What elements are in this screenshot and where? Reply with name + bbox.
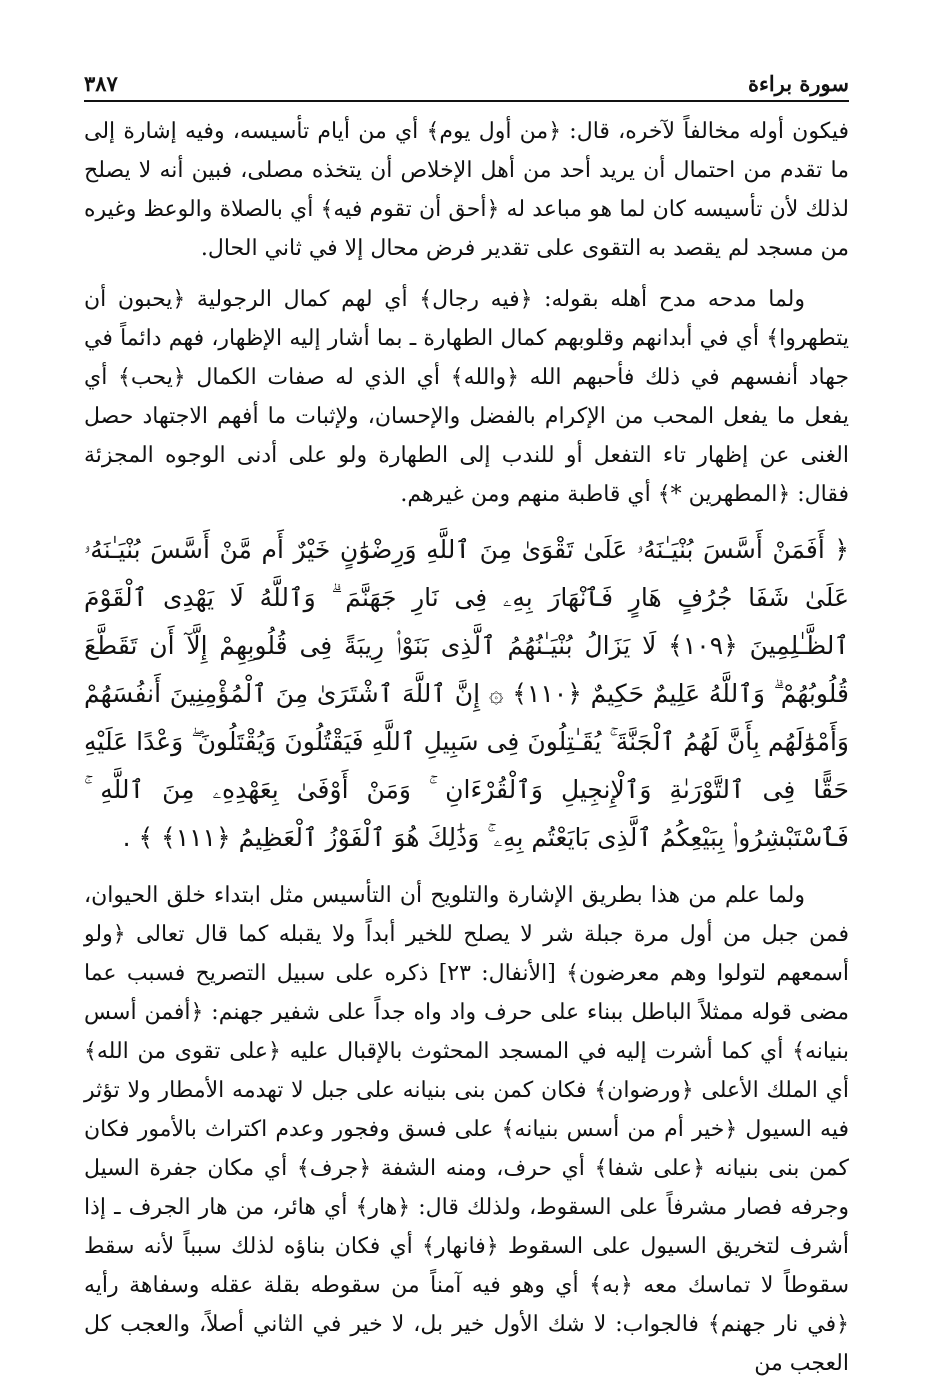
paragraph-2: ولما مدحه مدح أهله بقوله: ﴿فيه رجال﴾ أي لهم كمال الرجولية ﴿يحبون أن يتطهروا﴾ أي في أبدانهم وقلوبهم كمال الطهارة ـ بما أشار إليه الإظهار، فهم دائماً في جهاد أنفسهم في ذلك فأحبهم الله ﴿والله﴾ أي الذي له صفات الكمال ﴿يحب﴾ أي يفعل ما يفعل المحب من الإكرام بالفضل والإحسان، ولإثبات ما أفهم الاجتهاد حصل الغنى عن إظهار تاء التفعل أو للندب إلى الطهارة ولو على أدنى الوجوه المجزئة فقال: ﴿المطهرين *﴾ أي قاطبة منهم ومن غيرهم. — [84, 287, 849, 507]
quran-verses-block: ﴿ أَفَمَنْ أَسَّسَ بُنْيَـٰنَهُۥ عَلَىٰ تَقْوَىٰ مِنَ ٱللَّهِ وَرِضْوَٰنٍ خَيْرٌ أَم مَّنْ أَسَّسَ بُنْيَـٰنَهُۥ عَلَىٰ شَفَا جُرُفٍ هَارٍ فَٱنْهَارَ بِهِۦ فِى نَارِ جَهَنَّمَ ۗ وَٱللَّهُ لَا يَهْدِى ٱلْقَوْمَ ٱلظَّـٰلِمِينَ ﴿١٠٩﴾ لَا يَزَالُ بُنْيَـٰنُهُمُ ٱلَّذِى بَنَوْا۟ رِيبَةً فِى قُلُوبِهِمْ إِلَّآ أَن تَقَطَّعَ قُلُوبُهُمْ ۗ وَٱللَّهُ عَلِيمٌ حَكِيمٌ ﴿١١٠﴾ ۞ إِنَّ ٱللَّهَ ٱشْتَرَىٰ مِنَ ٱلْمُؤْمِنِينَ أَنفُسَهُمْ وَأَمْوَٰلَهُم بِأَنَّ لَهُمُ ٱلْجَنَّةَ ۚ يُقَـٰتِلُونَ فِى سَبِيلِ ٱللَّهِ فَيَقْتُلُونَ وَيُقْتَلُونَ ۖ وَعْدًا عَلَيْهِ حَقًّا فِى ٱلتَّوْرَىٰةِ وَٱلْإِنجِيلِ وَٱلْقُرْءَانِ ۚ وَمَنْ أَوْفَىٰ بِعَهْدِهِۦ مِنَ ٱللَّهِ ۚ فَٱسْتَبْشِرُوا۟ بِبَيْعِكُمُ ٱلَّذِى بَايَعْتُم بِهِۦ ۚ وَذَٰلِكَ هُوَ ٱلْفَوْزُ ٱلْعَظِيمُ ﴿١١١﴾ ﴾ . — [84, 535, 850, 852]
paragraph-1: فيكون أوله مخالفاً لآخره، قال: ﴿من أول يوم﴾ أي من أيام تأسيسه، وفيه إشارة إلى ما تقدم من احتمال أن يريد أحد من أهل الإخلاص أن يتخذه مصلى، فبين أنه لا يصلح لذلك لأن تأسيسه كان لما هو مباعد له ﴿أحق أن تقوم فيه﴾ أي بالصلاة والوعظ وغيره من مسجد لم يقصد به التقوى على تقدير فرض محال إلا في ثاني الحال. — [84, 119, 849, 261]
paragraph-3: ولما علم من هذا بطريق الإشارة والتلويح أن التأسيس مثل ابتداء خلق الحيوان، فمن جبل من أول مرة جبلة شر لا يصلح للخير أبداً ولا يقبله كما قال تعالى ﴿ولو أسمعهم لتولوا وهم معرضون﴾ [الأنفال: ٢٣] ذكره على سبيل التصريح فسبب عما مضى قوله ممثلاً الباطل ببناء على حرف واد واه جداً على شفير جهنم: ﴿أفمن أسس بنيانه﴾ أي كما أشرت إليه في المسجد المحثوث بالإقبال عليه ﴿على تقوى من الله﴾ أي الملك الأعلى ﴿ورضوان﴾ فكان كمن بنى بنيانه على جبل لا تهدمه الأمطار ولا تؤثر فيه السيول ﴿خير أم من أسس بنيانه﴾ على فسق وفجور وعدم اكتراث بالأمور فكان كمن بنى بنيانه ﴿على شفا﴾ أي حرف، ومنه الشفة ﴿جرف﴾ أي مكان جفرة السيل وجرفه فصار مشرفاً على السقوط، ولذلك قال: ﴿هار﴾ أي هائر، من هار الجرف ـ إذا أشرف لتخريق السيول على السقوط ﴿فانهار﴾ أي فكان بناؤه لذلك سبباً لأنه سقط سقوطاً لا تماسك معه ﴿به﴾ أي وهو فيه آمناً من سقوطه بقلة عقله وسفاهة رأيه ﴿في نار جهنم﴾ فالجواب: لا شك الأول خير بل، لا خير في الثاني أصلاً، والعجب كل العجب من — [84, 883, 849, 1376]
surah-title: سورة براءة — [747, 71, 849, 96]
page-content — [84, 112, 849, 1395]
page-number: ٣٨٧ — [84, 71, 118, 96]
page-header — [84, 62, 849, 102]
